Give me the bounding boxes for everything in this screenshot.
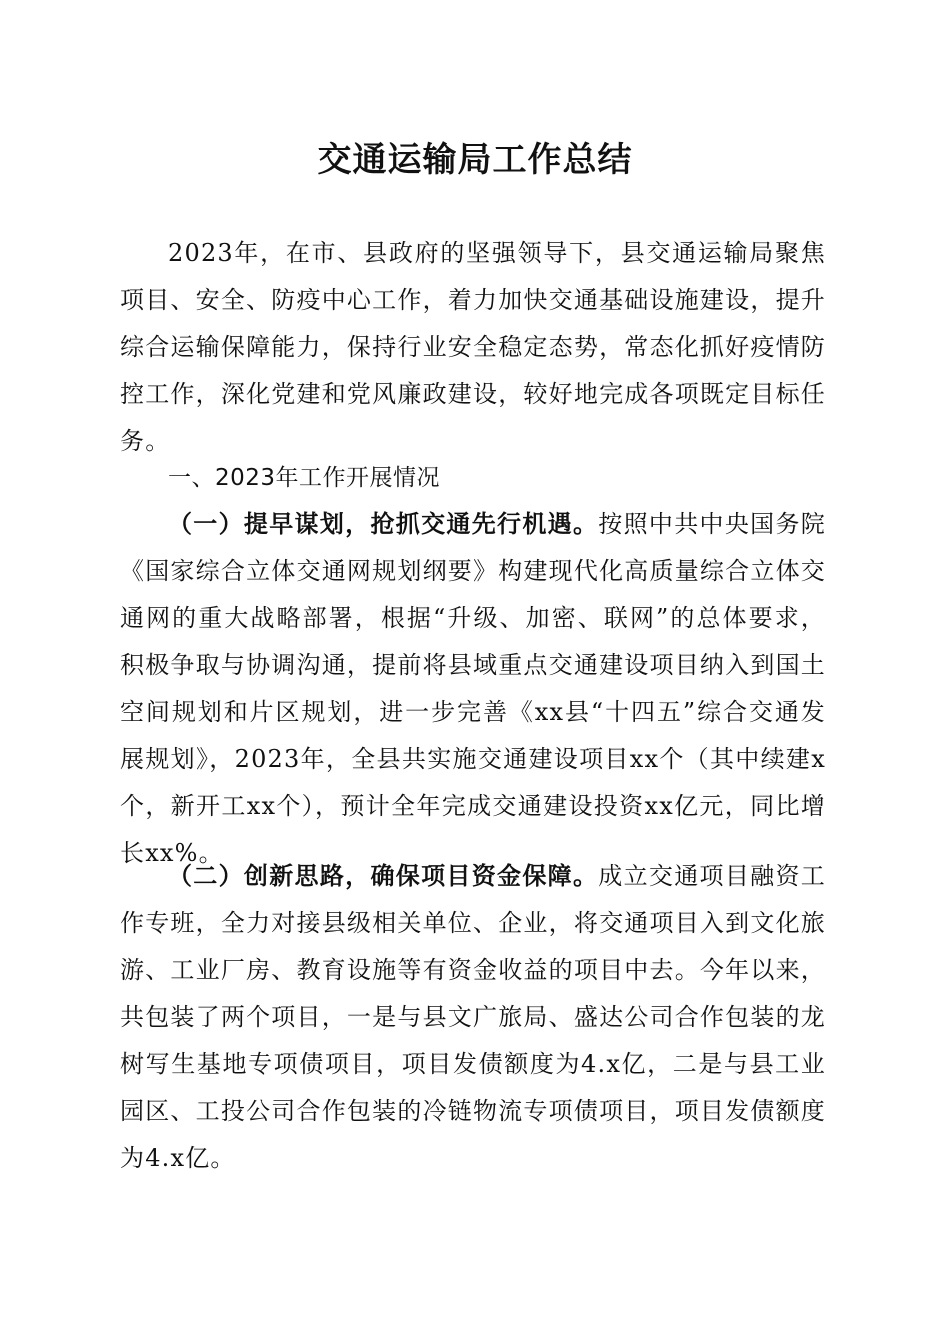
section-heading: 一、2023年工作开展情况 [168,465,441,491]
item-lead-2: （二）创新思路，确保项目资金保障。 [168,861,599,890]
document-title: 交通运输局工作总结 [317,140,633,180]
intro-paragraph: 2023年，在市、县政府的坚强领导下，县交通运输局聚焦项目、安全、防疫中心工作，着力加快交通基础设施建设，提升综合运输保障能力，保持行业安全稳定态势，常态化抓好疫情防控工作，深化党建和党风廉政建设，较好地完成各项既定目标任务。 [120,239,826,455]
item-lead-1: （一）提早谋划，抢抓交通先行机遇。 [168,509,599,538]
item-body-2: 成立交通项目融资工作专班，全力对接县级相关单位、企业，将交通项目入到文化旅游、工业厂房、教育设施等有资金收益的项目中去。今年以来，共包装了两个项目，一是与县文广旅局、盛达公司合作包装的龙树写生基地专项债项目，项目发债额度为4.x亿，二是与县工业园区、工投公司合作包装的冷链物流专项债项目，项目发债额度为4.x亿。 [120,862,826,1172]
item-paragraph-2 [120,852,826,1182]
item-paragraph-1 [120,500,826,877]
item-body-1: 按照中共中央国务院《国家综合立体交通网规划纲要》构建现代化高质量综合立体交通网的重大战略部署，根据“升级、加密、联网”的总体要求，积极争取与协调沟通，提前将县域重点交通建设项目纳入到国土空间规划和片区规划，进一步完善《xx县“十四五”综合交通发展规划》，2023年，全县共实施交通建设项目xx个（其中续建x个，新开工xx个），预计全年完成交通建设投资xx亿元，同比增长xx%。 [120,510,826,867]
